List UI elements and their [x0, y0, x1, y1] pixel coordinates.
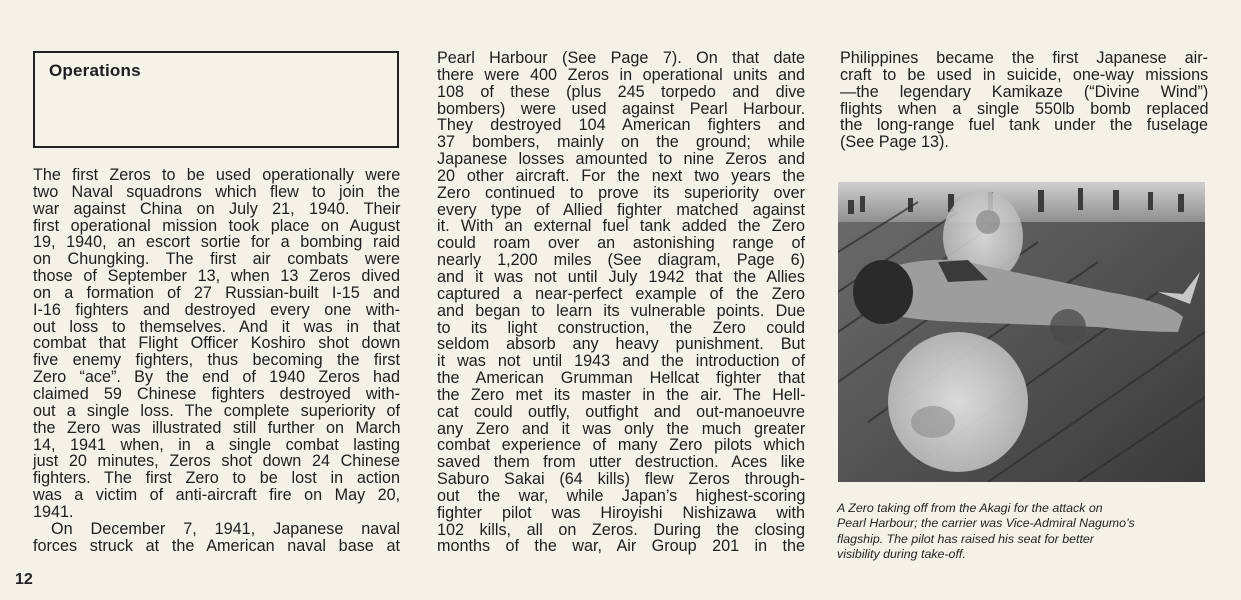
text-line: 14, 1941 when, in a single combat lasting — [33, 435, 400, 454]
text-line: and it was not until July 1942 that the Allies — [437, 267, 805, 286]
text-line: —the legendary Kamikaze (“Divine Wind”) — [840, 82, 1209, 101]
text-line: was a victim of anti-aircraft fire on May 20, — [33, 486, 401, 505]
text-line: combat that Flight Officer Koshiro shot down — [33, 334, 401, 353]
text-line: I-16 fighters and destroyed every one with- — [33, 300, 400, 319]
text-line: out loss to themselves. And it was in that — [33, 317, 400, 336]
text-line: first operational mission took place on August — [33, 216, 400, 235]
text-line: 20 other aircraft. For the next two years the — [437, 166, 805, 185]
text-line: They destroyed 104 American fighters and — [437, 116, 806, 135]
text-line: 37 bombers, mainly on the ground; while — [437, 133, 805, 152]
text-line: 102 kills, all on Zeros. During the closing — [437, 520, 805, 539]
text-line: out the war, while Japan’s highest-scoring — [437, 486, 806, 505]
text-line: captured a near-perfect example of the Zero — [437, 284, 805, 303]
text-line: 19, 1940, an escort sortie for a bombing raid — [33, 233, 400, 252]
text-column-1 — [33, 167, 400, 554]
text-line: it was not until 1943 and the introduction of — [437, 352, 805, 371]
text-line: on Chungking. The first air combats were — [33, 250, 400, 269]
section-title-box — [33, 51, 399, 148]
text-line: it. With an external fuel tank added the Zero — [437, 217, 806, 236]
text-line: the Zero was illustrated still further on March — [33, 418, 401, 437]
text-line: five enemy fighters, thus becoming the first — [33, 351, 400, 370]
text-line: Saburo Sakai (64 kills) flew Zeros through- — [437, 470, 805, 489]
text-line: Japanese losses amounted to nine Zeros and — [437, 150, 805, 169]
text-line: on a formation of 27 Russian-built I-15 and — [33, 283, 400, 302]
text-line: combat experience of many Zero pilots which — [437, 436, 805, 455]
text-line: fighter pilot was Hiroyishi Nishizawa with — [437, 503, 805, 522]
text-line: and began to learn its vulnerable points. Due — [437, 301, 806, 320]
text-line: 108 of these (plus 245 torpedo and dive — [437, 82, 806, 101]
text-column-2 — [437, 50, 805, 555]
text-line: The first Zeros to be used operationally were — [33, 166, 401, 184]
caption-line: visibility during take-off. — [837, 547, 966, 562]
text-line: nearly 1,200 miles (See diagram, Page 6) — [437, 251, 805, 270]
text-line: 1941. — [33, 502, 74, 521]
text-line: the Zero met its master in the air. The Hell- — [437, 385, 806, 404]
text-line: Zero continued to prove its superiority over — [437, 183, 805, 202]
text-line: On December 7, 1941, Japanese naval — [51, 519, 400, 538]
caption-line: Pearl Harbour; the carrier was Vice-Admiral Nagumo’s — [837, 516, 1135, 531]
photo-caption — [837, 501, 1207, 563]
text-line: (See Page 13). — [840, 133, 949, 152]
caption-line: A Zero taking off from the Akagi for the attack on — [837, 501, 1103, 515]
text-line: claimed 59 Chinese fighters destroyed with- — [33, 384, 401, 403]
text-line: seldom absorb any heavy punishment. But — [437, 335, 805, 354]
text-line: two Naval squadrons which flew to join the — [33, 182, 401, 201]
text-line: to its light construction, the Zero could — [437, 318, 805, 337]
page-number: 12 — [15, 571, 33, 588]
text-line: fighters. The first Zero to be lost in action — [33, 469, 401, 488]
text-line: just 20 minutes, Zeros shot down 24 Chinese — [33, 452, 400, 471]
text-line: saved them from utter destruction. Aces like — [437, 453, 805, 472]
text-line: could roam over an astonishing range of — [437, 234, 805, 253]
text-line: war against China on July 21, 1940. Their — [33, 199, 401, 218]
text-column-3 — [840, 50, 1208, 151]
text-line: out a single loss. The complete superiority of — [33, 401, 401, 420]
text-line: Zero “ace”. By the end of 1940 Zeros had — [33, 368, 400, 387]
text-line: cat could outfly, outfight and out-manoeuvre — [437, 402, 805, 421]
caption-line: flagship. The pilot has raised his seat for better — [837, 531, 1094, 546]
text-line: Philippines became the first Japanese air- — [840, 49, 1208, 67]
text-line: there were 400 Zeros in operational units and — [437, 65, 805, 84]
section-title: Operations — [49, 61, 141, 80]
text-line: those of September 13, when 13 Zeros dived — [33, 267, 401, 286]
text-line: the American Grumman Hellcat fighter that — [437, 369, 805, 388]
text-line: months of the war, Air Group 201 in the — [437, 537, 805, 556]
text-line: bombers) were used against Pearl Harbour. — [437, 99, 806, 118]
text-line: Pearl Harbour (See Page 7). On that date — [437, 49, 805, 67]
text-line: craft to be used in suicide, one-way missions — [840, 65, 1209, 84]
text-line: any Zero and it was only the much greater — [437, 419, 806, 438]
text-line: the long-range fuel tank under the fuselage — [840, 116, 1208, 135]
zero-takeoff-photo — [838, 182, 1205, 482]
text-line: forces struck at the American naval base at — [33, 536, 400, 555]
text-line: every type of Allied fighter matched against — [437, 200, 805, 219]
text-line: flights when a single 550lb bomb replaced — [840, 99, 1209, 118]
